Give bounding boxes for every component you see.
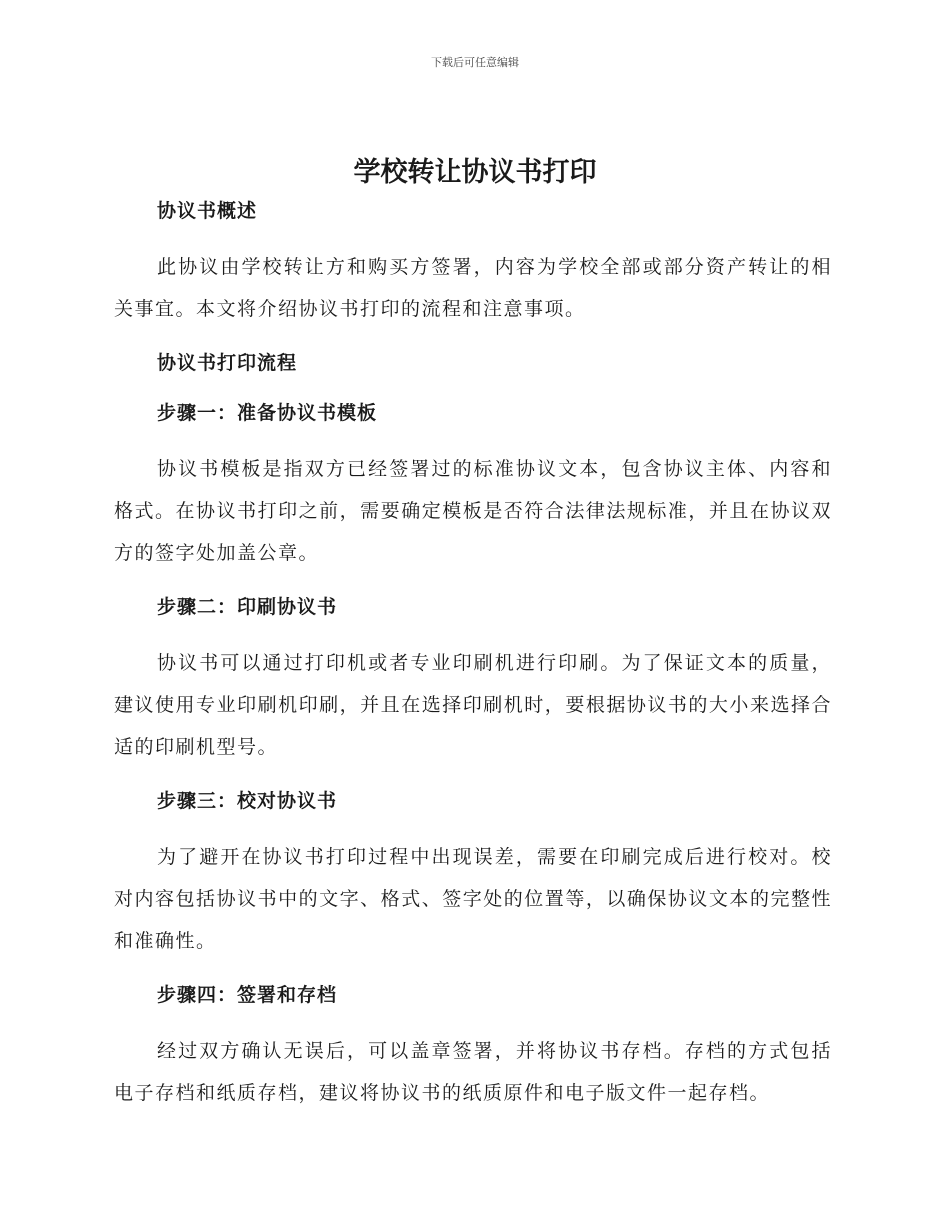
section-heading-step-1: 步骤一：准备协议书模板 bbox=[157, 402, 378, 424]
section-paragraph-overview: 此协议由学校转让方和购买方签署，内容为学校全部或部分资产转让的相关事宜。本文将介绍协议书打印的流程和注意事项。 bbox=[114, 256, 832, 320]
section-heading-process: 协议书打印流程 bbox=[157, 352, 298, 374]
section-paragraph-step-3: 为了避开在协议书打印过程中出现误差，需要在印刷完成后进行校对。校对内容包括协议书中的文字、格式、签字处的位置等，以确保协议文本的完整性和准确性。 bbox=[114, 846, 832, 952]
section-paragraph-step-1: 协议书模板是指双方已经签署过的标准协议文本，包含协议主体、内容和格式。在协议书打印之前，需要确定模板是否符合法律法规标准，并且在协议双方的签字处加盖公章。 bbox=[114, 458, 832, 564]
section-heading-step-4: 步骤四：签署和存档 bbox=[157, 984, 338, 1006]
section-heading-overview: 协议书概述 bbox=[157, 200, 258, 222]
section-paragraph-step-2: 协议书可以通过打印机或者专业印刷机进行印刷。为了保证文本的质量，建议使用专业印刷机印刷，并且在选择印刷机时，要根据协议书的大小来选择合适的印刷机型号。 bbox=[114, 652, 832, 758]
section-heading-step-2: 步骤二：印刷协议书 bbox=[157, 596, 338, 618]
page-header-note: 下载后可任意编辑 bbox=[431, 56, 519, 69]
document-title: 学校转让协议书打印 bbox=[353, 157, 597, 188]
document-body bbox=[114, 196, 832, 1114]
section-paragraph-step-4: 经过双方确认无误后，可以盖章签署，并将协议书存档。存档的方式包括电子存档和纸质存档，建议将协议书的纸质原件和电子版文件一起存档。 bbox=[114, 1040, 832, 1104]
section-heading-step-3: 步骤三：校对协议书 bbox=[157, 790, 338, 812]
